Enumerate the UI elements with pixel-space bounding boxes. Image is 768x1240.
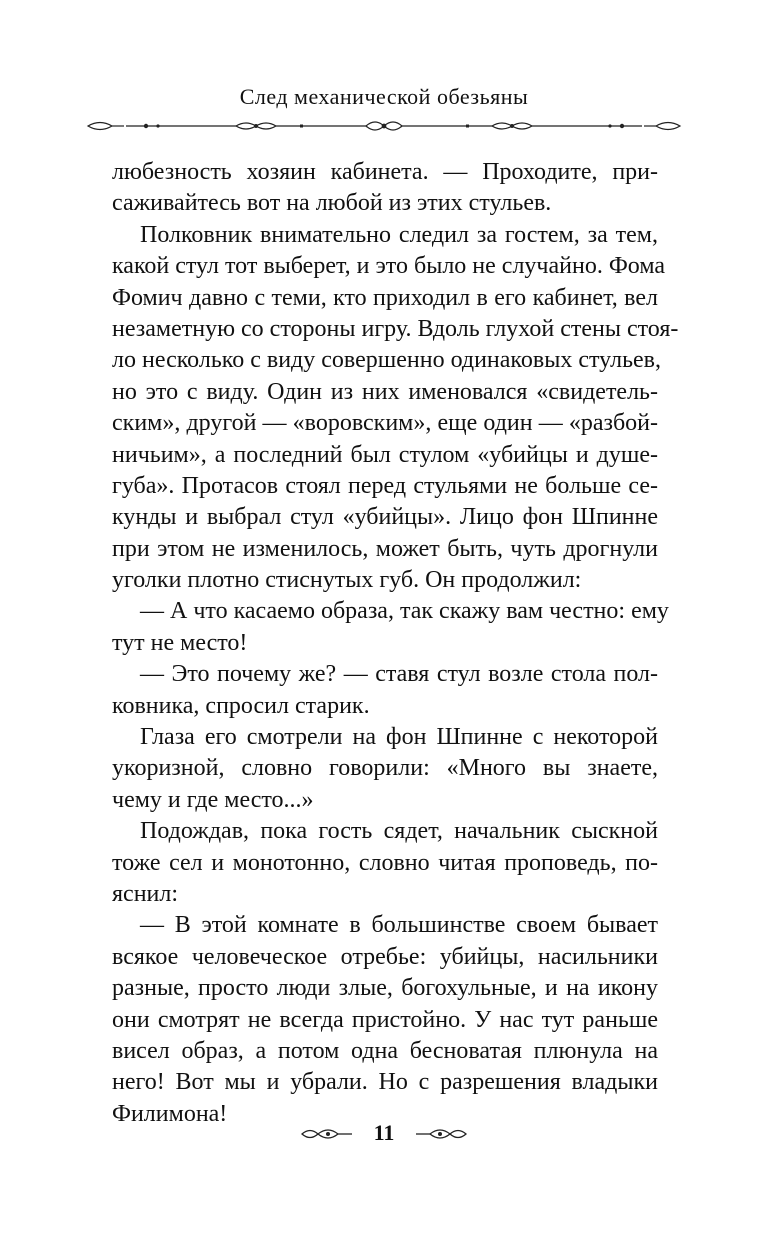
text-line: — В этой комнате в большинстве своем бывает xyxy=(140,912,658,939)
text-line: тут не место! xyxy=(112,629,248,656)
text-line: но это с виду. Один из них именовался «свидетель- xyxy=(112,378,658,405)
page-footer xyxy=(300,1118,468,1148)
text-line: какой стул тот выберет, и это было не случайно. Фома xyxy=(112,253,666,280)
text-line: Филимона! xyxy=(112,1100,228,1127)
text-line: Подождав, пока гость сядет, начальник сыскной xyxy=(140,818,658,845)
text-line: висел образ, а потом одна бесноватая плюнула на xyxy=(112,1037,658,1064)
text-line: они смотрят не всегда пристойно. У нас тут раньше xyxy=(112,1006,658,1033)
header-ornament-rule xyxy=(86,117,682,135)
text-line: укоризной, словно говорили: «Много вы знаете, xyxy=(112,755,658,782)
text-line: Полковник внимательно следил за гостем, за тем, xyxy=(140,221,658,248)
page-number: 11 xyxy=(373,1120,395,1145)
text-line: чему и где место...» xyxy=(112,786,314,813)
text-line: Фомич давно с теми, кто приходил в его кабинет, вел xyxy=(112,284,658,311)
text-line: саживайтесь вот на любой из этих стульев. xyxy=(112,190,552,217)
text-line: кунды и выбрал стул «убийцы». Лицо фон Шпинне xyxy=(112,504,658,531)
running-title: След механической обезьяны xyxy=(239,84,529,109)
text-line: всякое человеческое отребье: убийцы, насильники xyxy=(112,943,658,970)
text-line: ло несколько с виду совершенно одинаковых стульев, xyxy=(112,347,661,374)
text-line: него! Вот мы и убрали. Но с разрешения владыки xyxy=(112,1069,658,1096)
body-text xyxy=(112,157,679,1130)
text-line: уголки плотно стиснутых губ. Он продолжил: xyxy=(112,567,582,594)
text-line: тоже сел и монотонно, словно читая проповедь, по- xyxy=(112,849,658,876)
text-line: любезность хозяин кабинета. — Проходите, при- xyxy=(112,159,658,185)
text-line: Глаза его смотрели на фон Шпинне с некоторой xyxy=(140,724,658,751)
text-line: — А что касаемо образа, так скажу вам честно: ему xyxy=(140,598,669,625)
right-ornament-icon xyxy=(412,1122,468,1146)
text-line: ским», другой — «воровским», еще один — «разбой- xyxy=(112,410,658,437)
text-line: при этом не изменилось, может быть, чуть дрогнули xyxy=(112,535,658,562)
text-line: губа». Протасов стоял перед стульями не больше се- xyxy=(112,472,658,499)
text-line: незаметную со стороны игру. Вдоль глухой стены стоя- xyxy=(112,315,679,342)
text-line: разные, просто люди злые, богохульные, и на икону xyxy=(112,975,658,1002)
text-line: ковника, спросил старик. xyxy=(112,692,370,719)
text-line: ничьим», а последний был стулом «убийцы и душе- xyxy=(112,441,658,468)
text-line: яснил: xyxy=(112,880,179,907)
text-line: — Это почему же? — ставя стул возле стола пол- xyxy=(140,661,658,688)
